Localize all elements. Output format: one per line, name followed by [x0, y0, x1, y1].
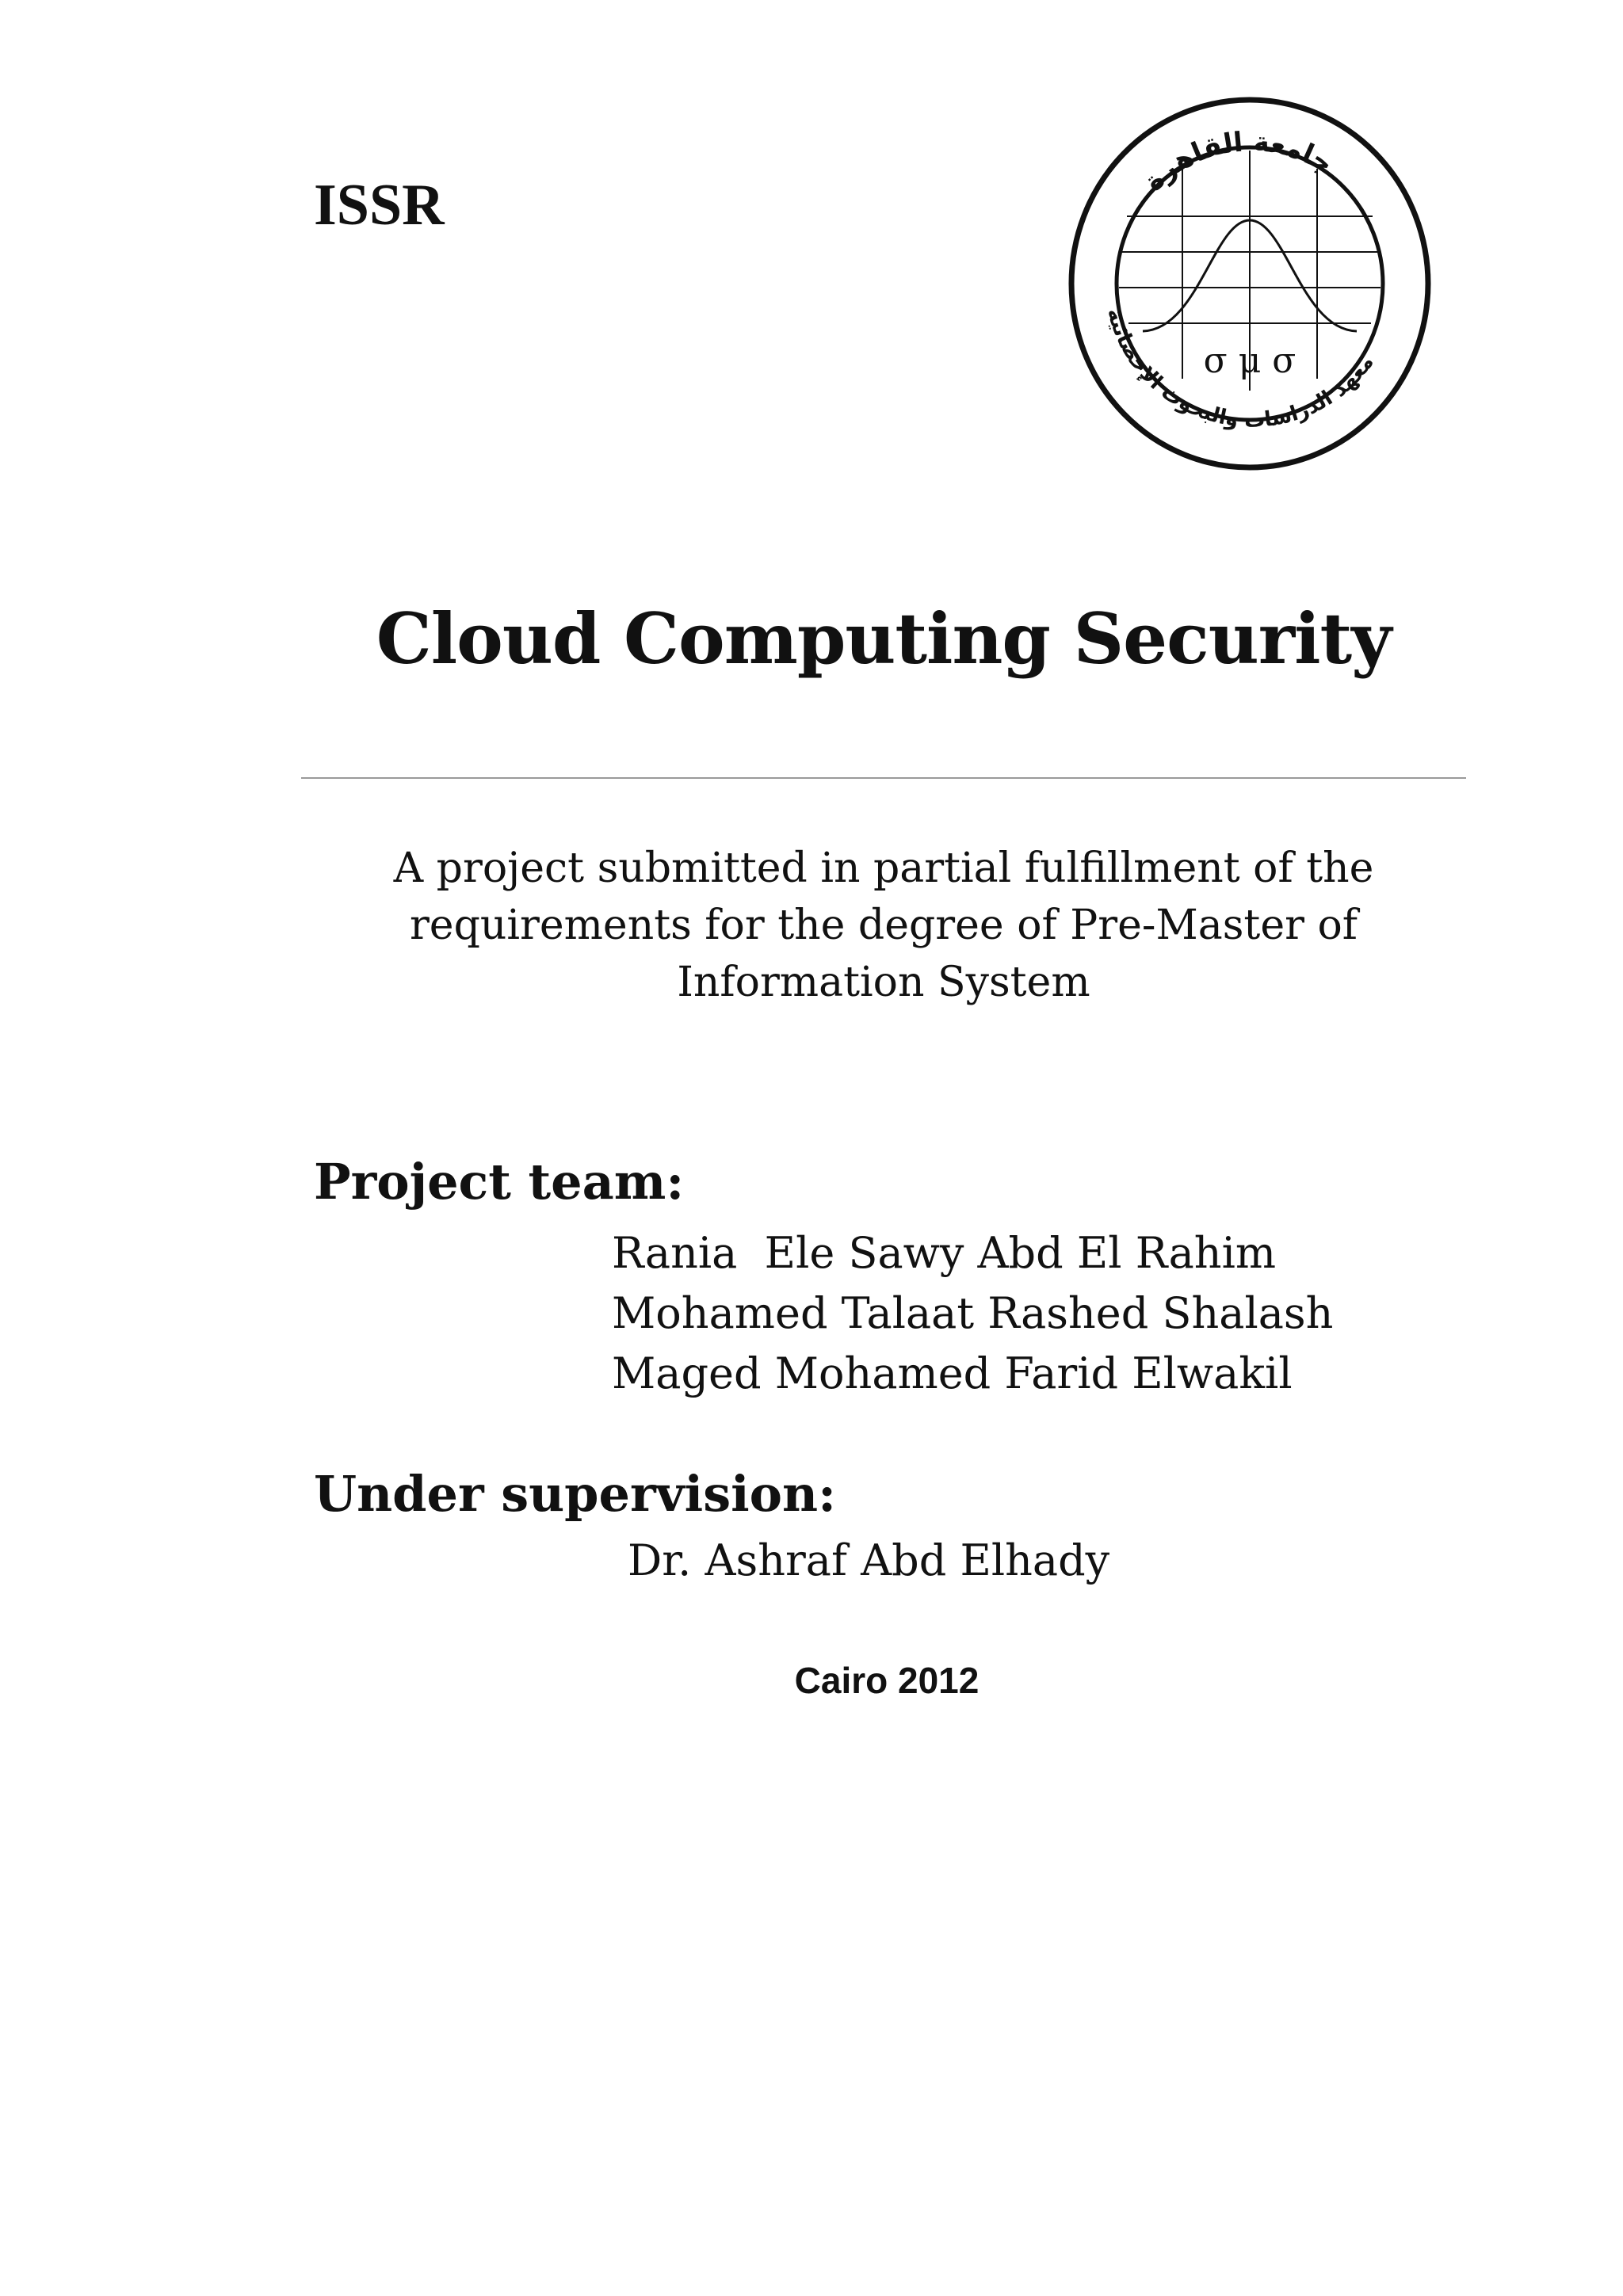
seal-symbols: σ μ σ: [1203, 341, 1296, 381]
seal-arabic-bottom: معهد الدراسات والبحوث الإحصائية: [1102, 306, 1379, 433]
team-member: Rania Ele Sawy Abd El Rahim: [612, 1228, 1277, 1278]
team-member: Mohamed Talaat Rashed Shalash: [612, 1288, 1334, 1338]
organization-name: ISSR: [314, 173, 445, 238]
svg-text:جامعة القاهرة: [1138, 126, 1338, 197]
supervision-heading: Under supervision:: [314, 1465, 836, 1523]
submission-statement: [317, 840, 1450, 1011]
team-member-list: [612, 1223, 1333, 1404]
team-heading: Project team:: [314, 1153, 685, 1211]
submission-line: A project submitted in partial fulfillment of the: [393, 845, 1374, 892]
university-seal-icon: [1064, 93, 1436, 474]
team-member: Maged Mohamed Farid Elwakil: [612, 1348, 1293, 1398]
submission-line: requirements for the degree of Pre-Master of: [409, 902, 1358, 949]
place-date: Cairo 2012: [794, 1660, 980, 1701]
seal-arabic-top: جامعة القاهرة: [1137, 126, 1339, 198]
supervisor-name: Dr. Ashraf Abd Elhady: [628, 1535, 1110, 1585]
document-title: Cloud Computing Security: [376, 597, 1392, 680]
submission-line: Information System: [677, 959, 1090, 1006]
title-divider: [301, 777, 1466, 779]
